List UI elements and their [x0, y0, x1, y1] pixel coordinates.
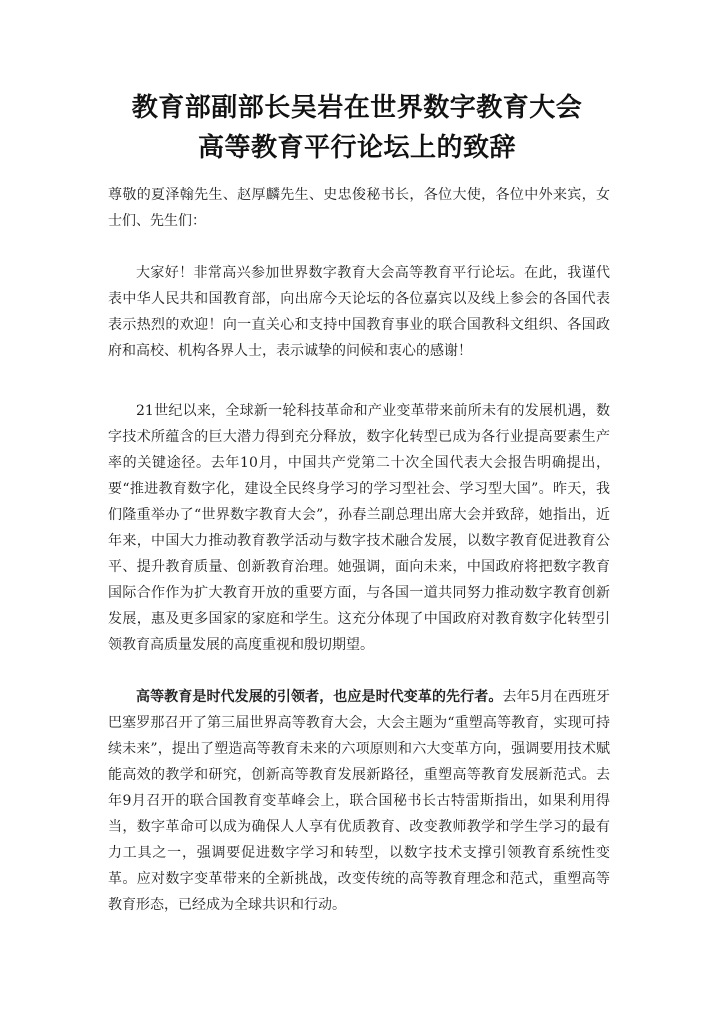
body-paragraph-1: 大家好！非常高兴参加世界数字教育大会高等教育平行论坛。在此，我谨代表中华人民共和国教育部，向出席今天论坛的各位嘉宾以及线上参会的各国代表表示热烈的欢迎！向一直关心和支持中国教育事业的联合国教科文组织、各国政府和高校、机构各界人士，表示诚挚的问候和衷心的感谢！: [108, 265, 610, 359]
salutation-paragraph: 尊敬的夏泽翰先生、赵厚麟先生、史忠俊秘书长，各位大使，各位中外来宾，女士们、先生们：: [108, 187, 610, 229]
document-title-line-2: 高等教育平行论坛上的致辞: [197, 133, 516, 163]
paragraph-3-bold-lead: 高等教育是时代发展的引领者，也应是时代变革的先行者。: [136, 689, 503, 705]
paragraph-3-text: 去年5月在西班牙巴塞罗那召开了第三届世界高等教育大会，大会主题为“重塑高等教育，实现可持续未来”，提出了塑造高等教育未来的六项原则和六大变革方向，强调要用技术赋能高效的教学和研究，创新高等教育发展新路径，重塑高等教育发展新范式。去年9月召开的联合国教育变革峰会上，联合国秘书长古特雷斯指出，如果利用得当，数字革命可以成为确保人人享有优质教育、改变教师教学和学生学习的最有力工具之一，强调要促进数字学习和转型，以数字技术支撑引领教育系统性变革。应对数字变革带来的全新挑战，改变传统的高等教育理念和范式，重塑高等教育形态，已经成为全球共识和行动。: [108, 689, 610, 913]
document-title-line-1: 教育部副部长吴岩在世界数字教育大会: [131, 93, 583, 123]
body-paragraph-2: 21世纪以来，全球新一轮科技革命和产业变革带来前所未有的发展机遇，数字技术所蕴含的巨大潜力得到充分释放，数字化转型已成为各行业提高要素生产率的关键途径。去年10月，中国共产党第二十次全国代表大会报告明确提出，要“推进教育数字化，建设全民终身学习的学习型社会、学习型大国”。昨天，我们隆重举办了“世界数字教育大会”，孙春兰副总理出席大会并致辞，她指出，近年来，中国大力推动教育教学活动与数字技术融合发展，以数字教育促进教育公平、提升教育质量、创新教育治理。她强调，面向未来，中国政府将把数字教育国际合作作为扩大教育开放的重要方面，与各国一道共同努力推动数字教育创新发展，惠及更多国家的家庭和学生。这充分体现了中国政府对教育数字化转型引领教育高质量发展的高度重视和殷切期望。: [108, 403, 610, 653]
body-paragraph-3: [108, 684, 610, 918]
